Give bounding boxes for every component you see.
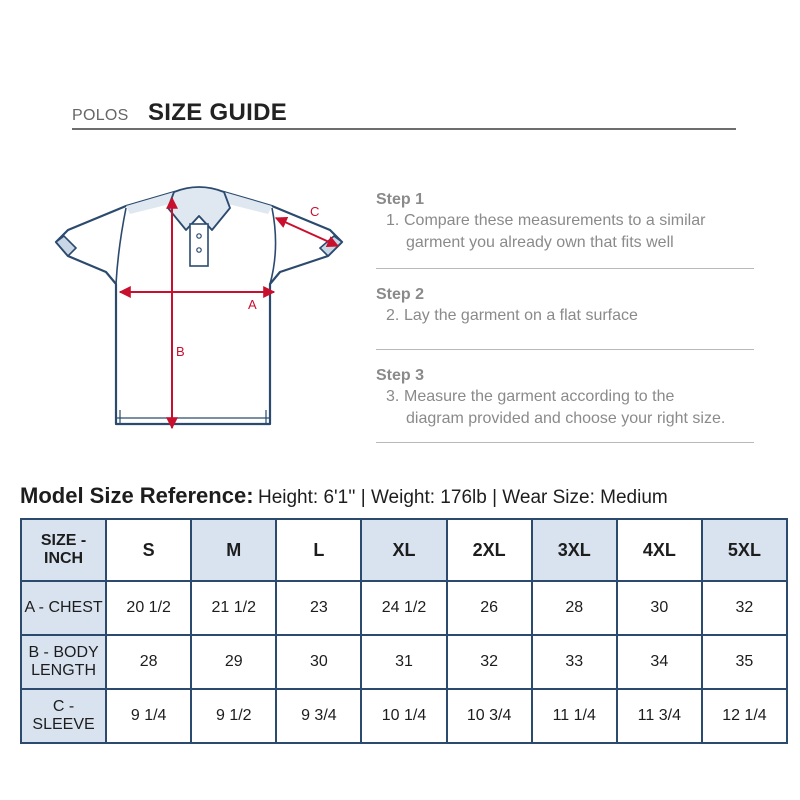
row-label-sleeve: C - SLEEVE bbox=[21, 689, 106, 743]
step-1 bbox=[376, 190, 754, 269]
table-cell: 9 1/2 bbox=[191, 689, 276, 743]
model-reference-details: Height: 6'1'' | Weight: 176lb | Wear Size: Medium bbox=[257, 487, 668, 508]
table-cell: 10 3/4 bbox=[447, 689, 532, 743]
table-cell: 12 1/4 bbox=[702, 689, 787, 743]
page-title: SIZE GUIDE bbox=[148, 99, 288, 126]
step-1-title: Step 1 bbox=[376, 191, 425, 208]
table-cell: 28 bbox=[532, 581, 617, 635]
model-reference-label: Model Size Reference: bbox=[20, 483, 254, 508]
size-header-cell: SIZE - INCH bbox=[21, 519, 106, 581]
table-cell: 32 bbox=[702, 581, 787, 635]
placket bbox=[190, 224, 208, 266]
step-3-text bbox=[376, 386, 754, 430]
table-row bbox=[21, 689, 787, 743]
row-label-body-length: B - BODY LENGTH bbox=[21, 635, 106, 689]
table-cell: 30 bbox=[276, 635, 361, 689]
table-cell: 29 bbox=[191, 635, 276, 689]
size-col-l: L bbox=[276, 519, 361, 581]
table-row bbox=[21, 635, 787, 689]
step-2-text bbox=[376, 305, 754, 327]
table-cell: 9 1/4 bbox=[106, 689, 191, 743]
table-cell: 34 bbox=[617, 635, 702, 689]
table-row bbox=[21, 581, 787, 635]
table-cell: 35 bbox=[702, 635, 787, 689]
size-col-5xl: 5XL bbox=[702, 519, 787, 581]
row-label-chest: A - CHEST bbox=[21, 581, 106, 635]
polo-shirt-diagram bbox=[48, 178, 358, 438]
size-table-header-row bbox=[21, 519, 787, 581]
size-col-m: M bbox=[191, 519, 276, 581]
label-b: B bbox=[176, 344, 185, 359]
step-3 bbox=[376, 350, 754, 443]
step-1-text bbox=[376, 210, 754, 254]
table-cell: 20 1/2 bbox=[106, 581, 191, 635]
size-col-4xl: 4XL bbox=[617, 519, 702, 581]
table-cell: 9 3/4 bbox=[276, 689, 361, 743]
table-cell: 31 bbox=[361, 635, 446, 689]
step-2-line-1: Lay the garment on a flat surface bbox=[404, 307, 638, 324]
model-size-reference bbox=[20, 483, 790, 509]
step-2-number: 2. bbox=[386, 307, 400, 324]
step-1-number: 1. bbox=[386, 212, 400, 229]
size-col-s: S bbox=[106, 519, 191, 581]
step-3-line-1: Measure the garment according to the bbox=[404, 388, 675, 405]
table-cell: 26 bbox=[447, 581, 532, 635]
label-c: C bbox=[310, 204, 320, 219]
step-2-title: Step 2 bbox=[376, 286, 425, 303]
measurement-steps bbox=[376, 190, 754, 443]
size-table bbox=[20, 518, 788, 744]
table-cell: 11 1/4 bbox=[532, 689, 617, 743]
step-3-number: 3. bbox=[386, 388, 400, 405]
table-cell: 10 1/4 bbox=[361, 689, 446, 743]
step-2 bbox=[376, 269, 754, 350]
step-1-line-2: garment you already own that fits well bbox=[406, 234, 674, 251]
size-col-2xl: 2XL bbox=[447, 519, 532, 581]
table-cell: 32 bbox=[447, 635, 532, 689]
table-cell: 11 3/4 bbox=[617, 689, 702, 743]
table-cell: 33 bbox=[532, 635, 617, 689]
table-cell: 21 1/2 bbox=[191, 581, 276, 635]
step-3-title: Step 3 bbox=[376, 367, 425, 384]
page-header bbox=[72, 98, 736, 130]
table-cell: 28 bbox=[106, 635, 191, 689]
size-col-xl: XL bbox=[361, 519, 446, 581]
table-cell: 30 bbox=[617, 581, 702, 635]
table-cell: 23 bbox=[276, 581, 361, 635]
size-col-3xl: 3XL bbox=[532, 519, 617, 581]
label-a: A bbox=[248, 297, 257, 312]
step-3-line-2: diagram provided and choose your right size. bbox=[406, 410, 726, 427]
category-label: POLOS bbox=[72, 107, 129, 124]
step-1-line-1: Compare these measurements to a similar bbox=[404, 212, 706, 229]
table-cell: 24 1/2 bbox=[361, 581, 446, 635]
